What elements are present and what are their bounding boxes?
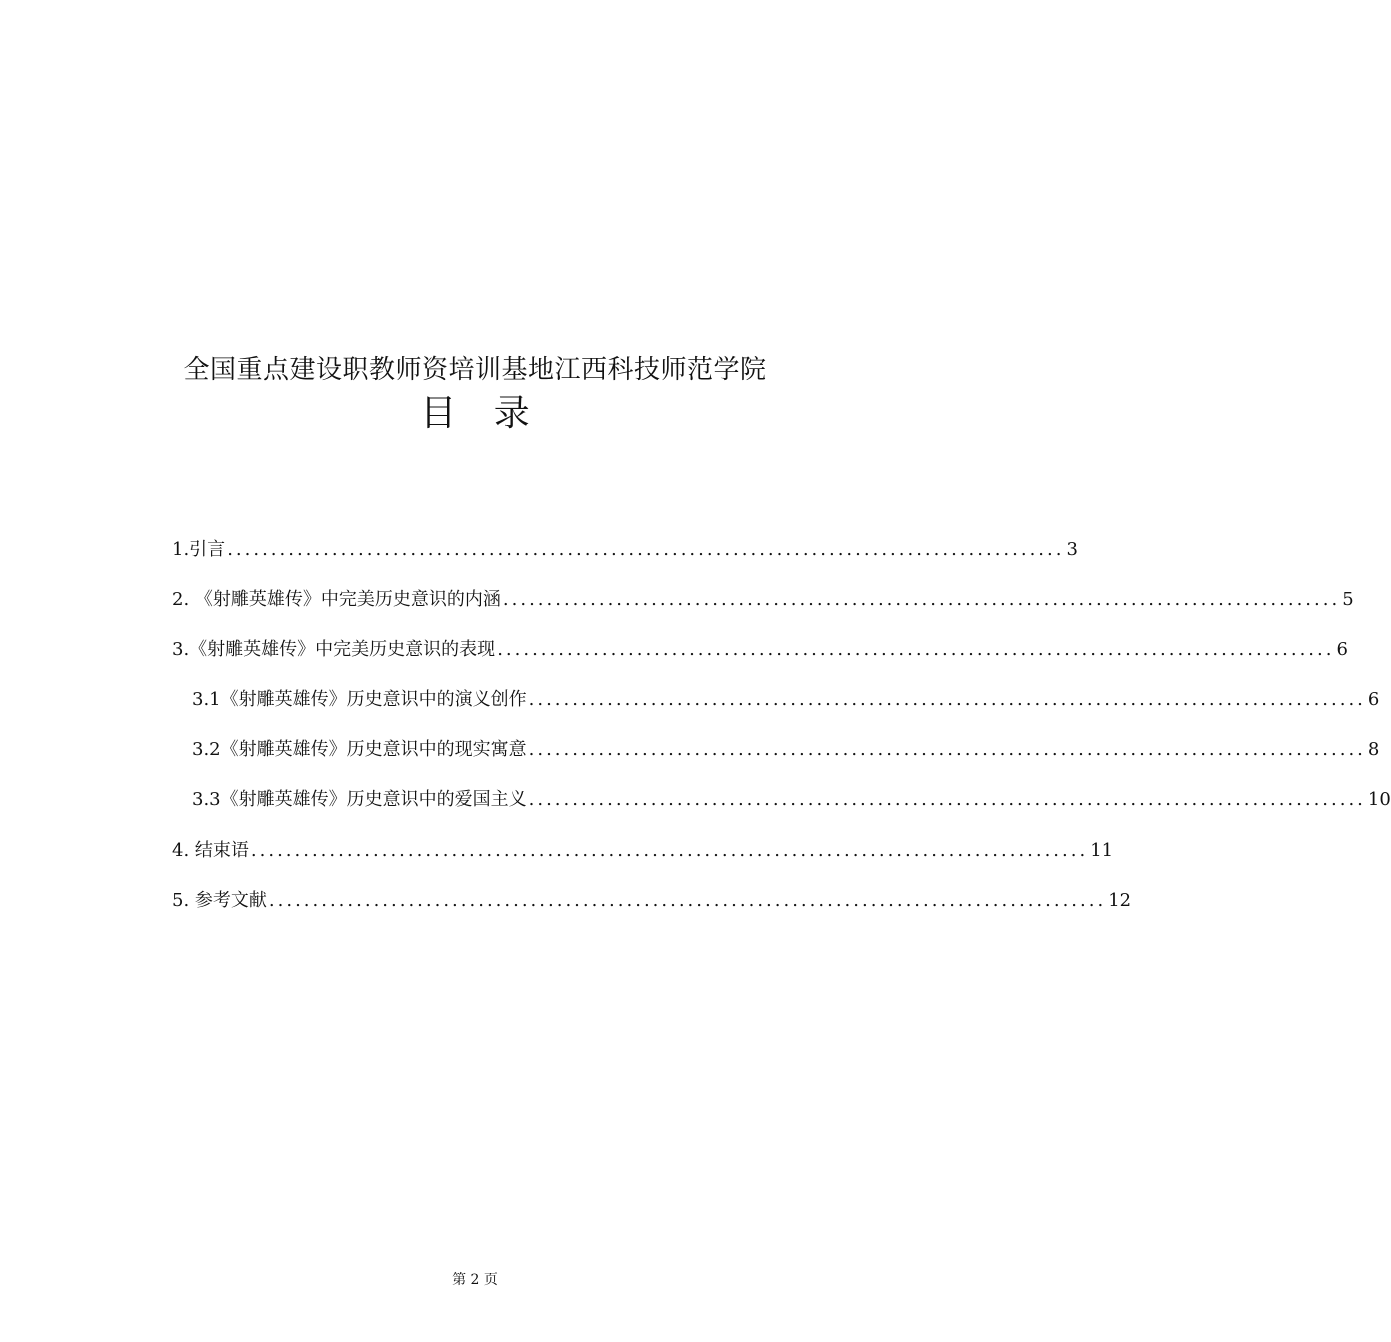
toc-entry-label: 3.3《射雕英雄传》历史意识中的爱国主义	[192, 789, 527, 810]
toc-entry-2[interactable]	[172, 587, 1354, 613]
dot-leader: ................................................................................................	[250, 840, 1089, 861]
toc-entry-label: 2. 《射雕英雄传》中完美历史意识的内涵	[172, 589, 501, 610]
toc-entry-3-1[interactable]	[192, 687, 1380, 713]
toc-entry-label: 4. 结束语	[172, 840, 249, 861]
toc-entry-page: 8	[1367, 739, 1380, 760]
toc-entry-label: 5. 参考文献	[172, 890, 267, 911]
toc-entry-label: 3.1《射雕英雄传》历史意识中的演义创作	[192, 689, 527, 710]
toc-entry-page: 3	[1066, 539, 1078, 560]
dot-leader: ................................................................................................	[528, 789, 1366, 810]
toc-entry-page: 11	[1090, 840, 1114, 861]
institution-heading: 全国重点建设职教师资培训基地江西科技师范学院	[183, 355, 767, 385]
toc-entry-4[interactable]	[172, 838, 1114, 864]
toc-entry-label: 1.引言	[172, 539, 226, 560]
toc-entry-3-3[interactable]	[192, 787, 1391, 813]
page-number-footer: 第 2 页	[452, 1272, 498, 1288]
dot-leader: ................................................................................................	[528, 739, 1366, 760]
toc-entry-page: 5	[1342, 589, 1354, 610]
toc-title: 目 录	[420, 393, 530, 434]
toc-entry-5[interactable]	[172, 888, 1132, 914]
toc-entry-label: 3.2《射雕英雄传》历史意识中的现实寓意	[192, 739, 527, 760]
toc-entry-page: 12	[1108, 890, 1132, 911]
toc-entry-3-2[interactable]	[192, 737, 1380, 763]
toc-entry-1[interactable]	[172, 537, 1078, 563]
toc-entry-page: 10	[1367, 789, 1391, 810]
dot-leader: ................................................................................................	[528, 689, 1366, 710]
dot-leader: ................................................................................................	[227, 539, 1065, 560]
dot-leader: ................................................................................................	[497, 639, 1335, 660]
toc-entry-3[interactable]	[172, 637, 1348, 663]
toc-entry-page: 6	[1336, 639, 1348, 660]
toc-entry-label: 3.《射雕英雄传》中完美历史意识的表现	[172, 639, 496, 660]
dot-leader: ................................................................................................	[268, 890, 1107, 911]
dot-leader: ................................................................................................	[502, 589, 1341, 610]
toc-entry-page: 6	[1367, 689, 1380, 710]
